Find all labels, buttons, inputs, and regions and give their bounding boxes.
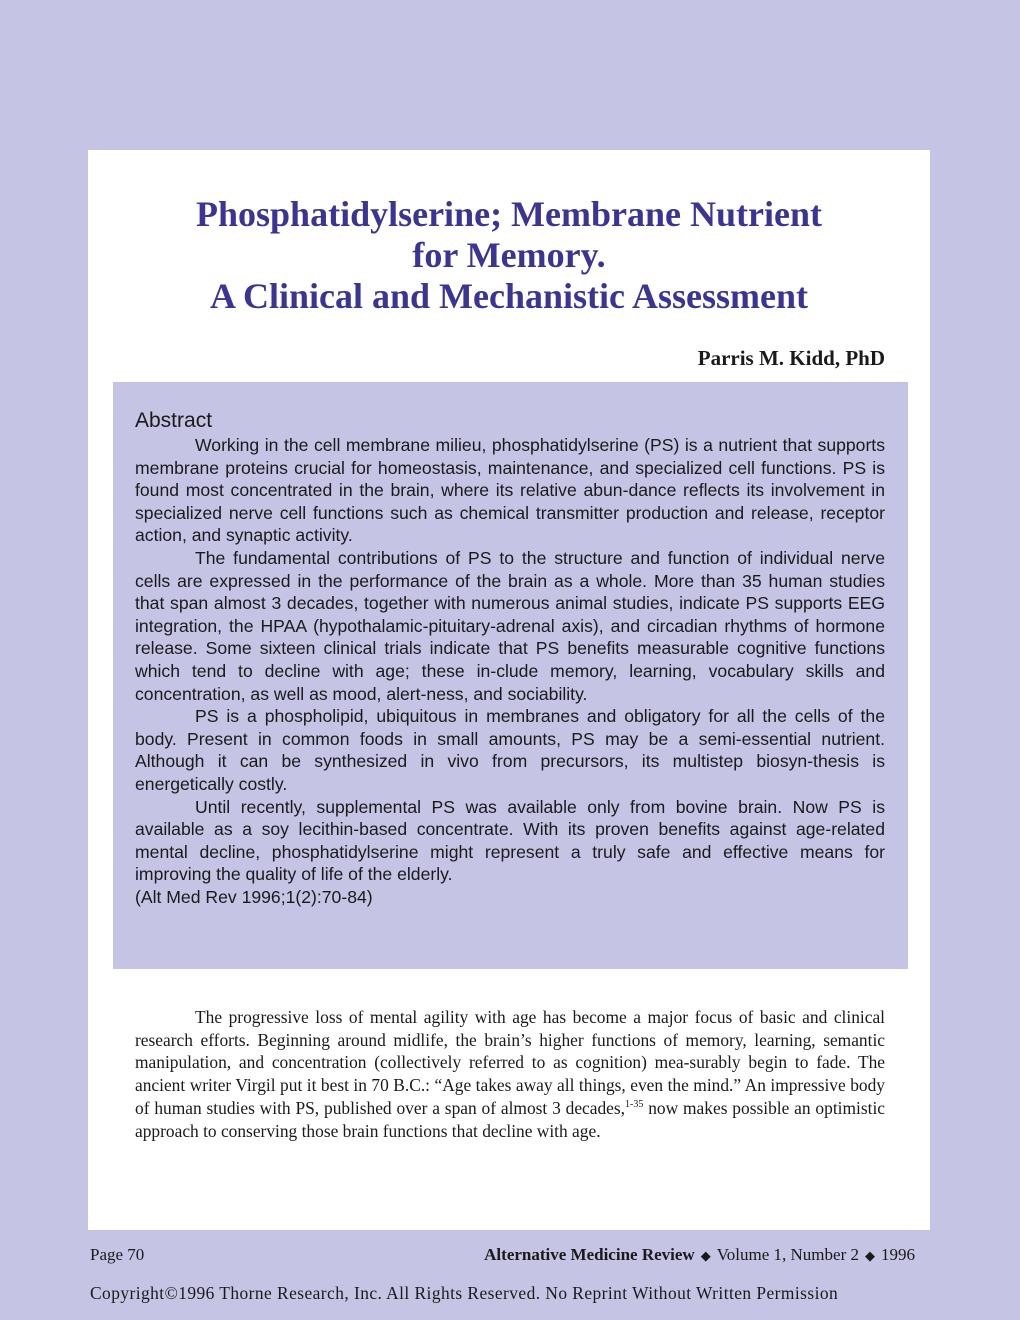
- copyright-notice: Copyright©1996 Thorne Research, Inc. All Rights Reserved. No Reprint Without Written Permission: [90, 1283, 839, 1303]
- diamond-icon: ◆: [700, 1248, 711, 1263]
- abstract-paragraph: Until recently, supplemental PS was available only from bovine brain. Now PS is available as a soy lecithin-based concentrate. With its proven benefits against age-related mental decline, phosphatidylserine might represent a truly safe and effective means for improving the quality of life of the elderly.: [135, 796, 885, 885]
- article-title: [88, 194, 930, 317]
- article-page: [88, 150, 930, 1230]
- abstract-paragraph: Working in the cell membrane milieu, phosphatidylserine (PS) is a nutrient that supports membrane proteins crucial for homeostasis, maintenance, and specialized cell functions. PS is found most concentrated in the brain, where its relative abun-dance reflects its involvement in specialized nerve cell functions such as chemical transmitter production and release, receptor action, and synaptic activity.: [135, 435, 885, 546]
- volume-info: Volume 1, Number 2: [716, 1245, 859, 1264]
- title-line: for Memory.: [412, 235, 606, 275]
- body-paragraph: [135, 1006, 885, 1142]
- journal-name: Alternative Medicine Review: [484, 1245, 695, 1264]
- page-number: Page 70: [90, 1245, 145, 1264]
- abstract-citation: (Alt Med Rev 1996;1(2):70-84): [135, 886, 373, 907]
- year: 1996: [881, 1245, 915, 1264]
- abstract-heading: Abstract: [135, 409, 213, 432]
- abstract-box: [113, 382, 908, 969]
- body-text-part: The progressive loss of mental agility with age has become a major focus of basic and clinical research efforts. Beginning around midlife, the brain’s higher functions of memory, learning, semantic manipulation, and concentration (collectively referred to as cognition) mea-surably begin to fade. The ancient writer Virgil put it best in 70 B.C.: “Age takes away all things, even the mind.” An impressive body of human studies with PS, published over a span of almost 3 decades,: [135, 1007, 885, 1118]
- journal-info: [484, 1245, 915, 1265]
- abstract-paragraph: PS is a phospholipid, ubiquitous in membranes and obligatory for all the cells of the body. Present in common foods in small amounts, PS may be a semi-essential nutrient. Although it can be synthesized in vivo from precursors, its multistep biosyn-thesis is energetically costly.: [135, 706, 885, 794]
- diamond-icon: ◆: [865, 1248, 875, 1263]
- body-text-part: now makes possible an optimistic approach to conserving those brain functions that decline with age.: [135, 1097, 885, 1141]
- abstract-paragraph: The fundamental contributions of PS to the structure and function of individual nerve cells are expressed in the performance of the brain as a whole. More than 35 human studies that span almost 3 decades, together with numerous animal studies, indicate PS supports EEG integration, the HPAA (hypothalamic-pituitary-adrenal axis), and circadian rhythms of hormone release. Some sixteen clinical trials indicate that PS benefits measurable cognitive functions which tend to decline with age; these in-clude memory, learning, vocabulary skills and concentration, as well as mood, alert-ness, and sociability.: [135, 547, 885, 704]
- reference-superscript: 1-35: [625, 1098, 644, 1110]
- title-line: Phosphatidylserine; Membrane Nutrient: [196, 194, 822, 234]
- author-name: Parris M. Kidd, PhD: [697, 346, 885, 370]
- title-line: A Clinical and Mechanistic Assessment: [209, 276, 809, 316]
- abstract-content: [135, 408, 885, 908]
